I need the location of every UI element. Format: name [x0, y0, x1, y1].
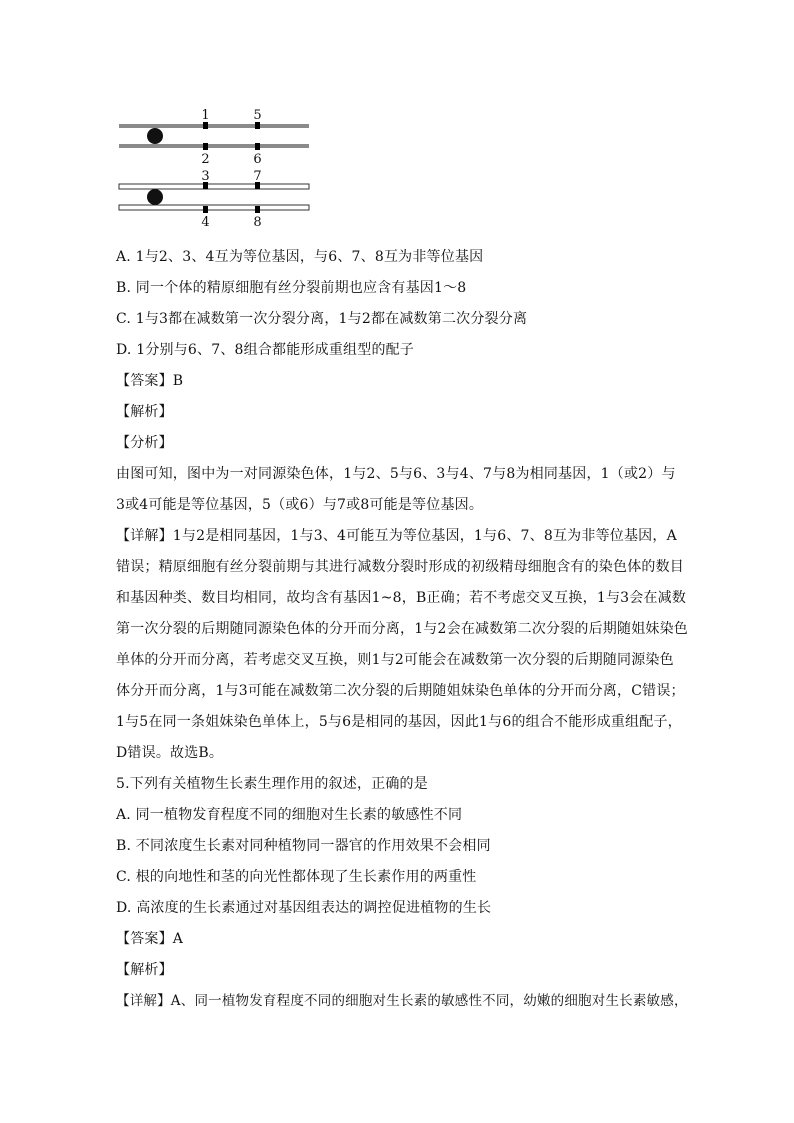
- q5-option-d: D. 高浓度的生长素通过对基因组表达的调控促进植物的生长: [116, 900, 492, 916]
- q4-detail-line-5: 单体的分开而分离，若考虑交叉互换，则1与2可能会在减数第一次分裂的后期随同源染色: [116, 652, 674, 668]
- q4-fenxi-line-1: 由图可知，图中为一对同源染色体，1与2、5与6、3与4、7与8为相同基因，1（或2）与: [116, 466, 676, 482]
- gene-label-1: 1: [201, 108, 210, 123]
- q4-fenxi-heading: 【分析】: [116, 435, 173, 451]
- chromatid-2-lower: [119, 205, 309, 210]
- q4-detail-line-3: 和基因种类、数目均相同，故均含有基因1~8，B正确；若不考虑交叉互换，1与3会在减数: [116, 590, 687, 606]
- q5-option-c: C. 根的向地性和茎的向光性都体现了生长素作用的两重性: [116, 869, 477, 885]
- q5-answer: 【答案】A: [116, 931, 184, 947]
- q4-jiexi-heading: 【解析】: [116, 404, 173, 420]
- q4-detail-line-1: 【详解】1与2是相同基因，1与3、4可能互为等位基因，1与6、7、8互为非等位基因，A: [116, 528, 677, 544]
- gene-1-mark: [203, 122, 208, 129]
- gene-label-5: 5: [253, 108, 262, 123]
- gene-label-3: 3: [201, 169, 210, 184]
- chromatid-1-lower: [119, 144, 309, 148]
- chromatid-1-upper: [119, 124, 309, 128]
- q4-answer: 【答案】B: [116, 373, 184, 389]
- gene-label-6: 6: [253, 152, 262, 167]
- q5-jiexi-heading: 【解析】: [116, 962, 173, 978]
- centromere-2: [147, 189, 163, 205]
- q4-fenxi-line-2: 3或4可能是等位基因，5（或6）与7或8可能是等位基因。: [116, 497, 484, 513]
- gene-label-7: 7: [253, 169, 262, 184]
- q4-detail-line-2: 错误；精原细胞有丝分裂前期与其进行减数分裂时形成的初级精母细胞含有的染色体的数目: [116, 559, 684, 575]
- q5-option-b: B. 不同浓度生长素对同种植物同一器官的作用效果不会相同: [116, 838, 491, 854]
- gene-4-mark: [203, 206, 208, 213]
- q5-question: 5.下列有关植物生长素生理作用的叙述，正确的是: [116, 776, 428, 792]
- gene-8-mark: [255, 206, 260, 213]
- q4-option-b: B. 同一个体的精原细胞有丝分裂前期也应含有基因1～8: [116, 280, 467, 296]
- gene-5-mark: [255, 122, 260, 129]
- chromosome-diagram: [110, 100, 320, 230]
- gene-6-mark: [255, 143, 260, 150]
- q4-detail-line-4: 第一次分裂的后期随同源染色体的分开而分离，1与2会在减数第二次分裂的后期随姐妹染色: [116, 621, 689, 637]
- q4-option-a: A. 1与2、3、4互为等位基因，与6、7、8互为非等位基因: [116, 249, 484, 265]
- gene-label-8: 8: [253, 215, 262, 230]
- q5-option-a: A. 同一植物发育程度不同的细胞对生长素的敏感性不同: [116, 807, 463, 823]
- gene-label-4: 4: [201, 215, 210, 230]
- q4-option-d: D. 1分别与6、7、8组合都能形成重组型的配子: [116, 342, 415, 358]
- q4-detail-line-6: 体分开而分离，1与3可能在减数第二次分裂的后期随姐妹染色单体的分开而分离，C错误；: [116, 683, 685, 699]
- q5-detail-line-1: 【详解】A、同一植物发育程度不同的细胞对生长素的敏感性不同，幼嫩的细胞对生长素敏感，: [116, 993, 688, 1009]
- q4-option-c: C. 1与3都在减数第一次分裂分离，1与2都在减数第二次分裂分离: [116, 311, 528, 327]
- q4-detail-line-7: 1与5在同一条姐妹染色单体上，5与6是相同的基因，因此1与6的组合不能形成重组配子，: [116, 714, 682, 730]
- gene-2-mark: [203, 143, 208, 150]
- gene-label-2: 2: [201, 152, 210, 167]
- centromere-1: [147, 128, 163, 144]
- q4-detail-line-8: D错误。故选B。: [116, 745, 224, 761]
- chromatid-2-upper: [119, 184, 309, 189]
